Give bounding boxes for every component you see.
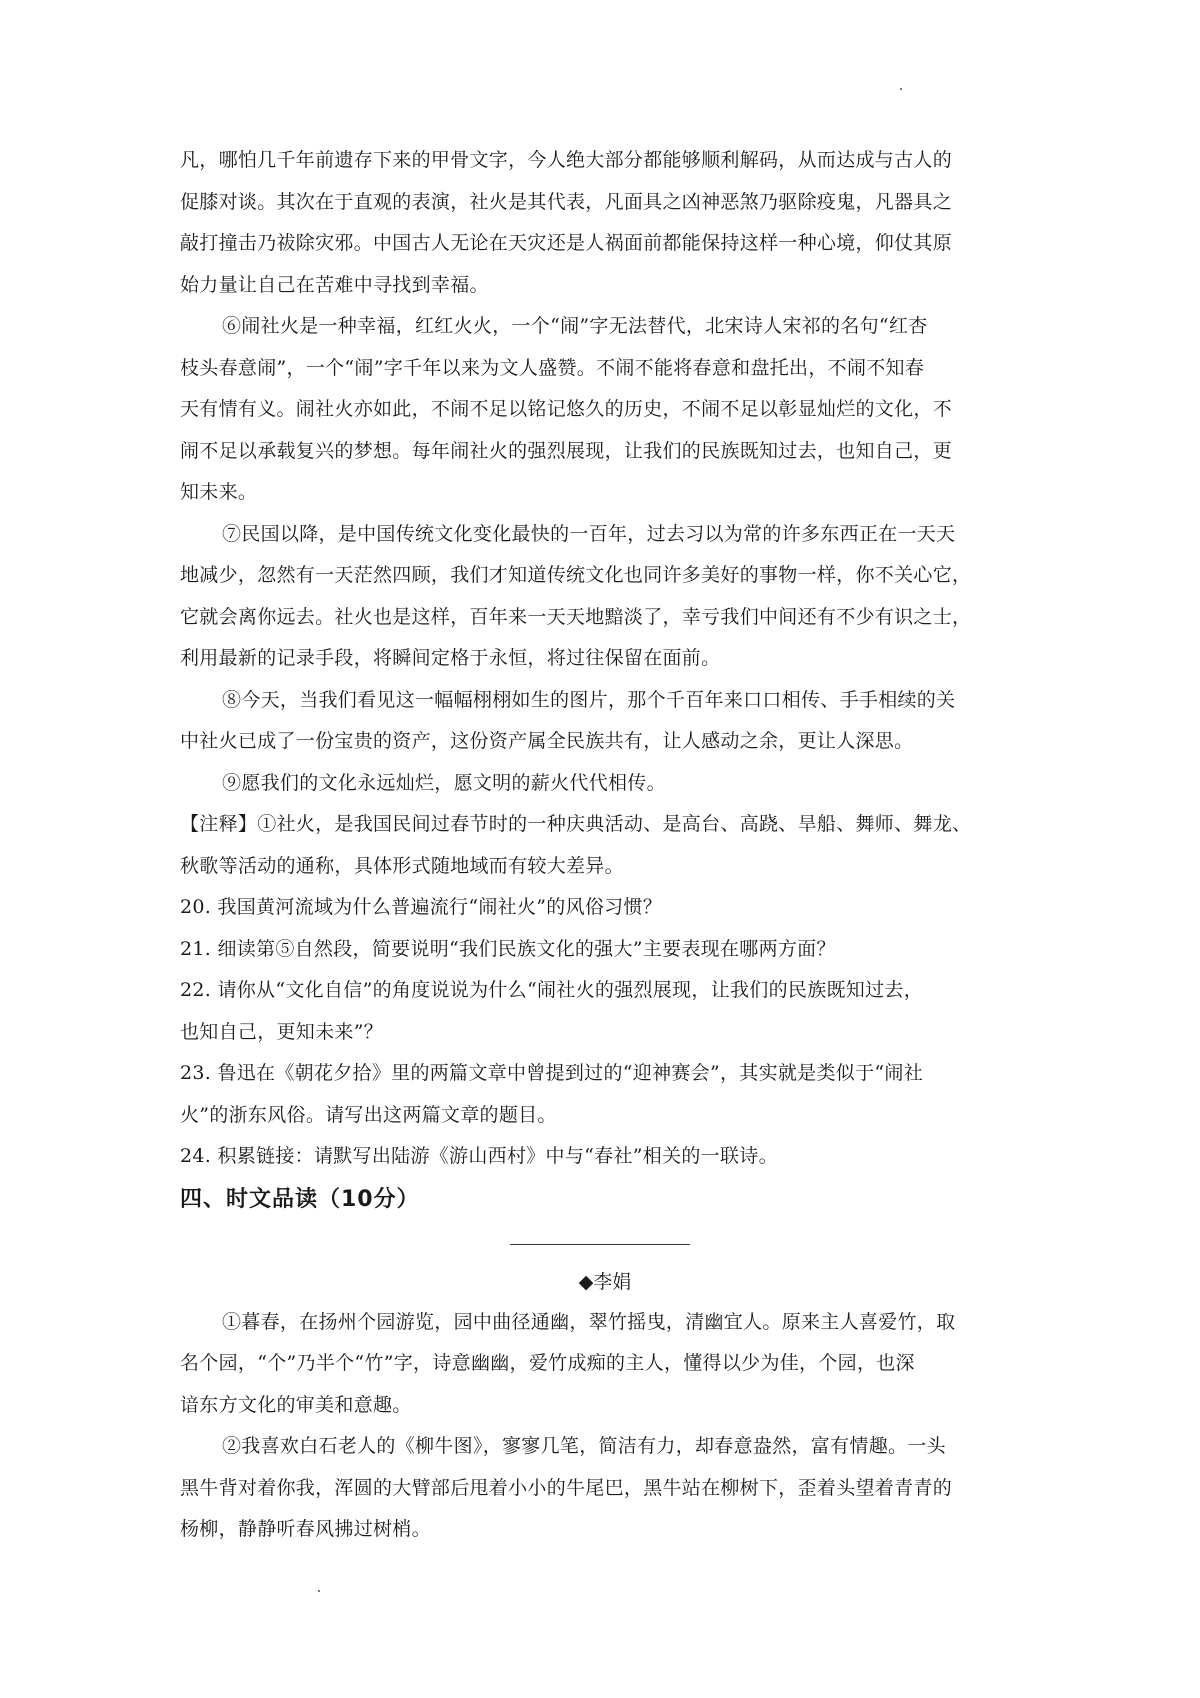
text-line: 地减少，忽然有一天茫然四顾，我们才知道传统文化也同许多美好的事物一样，你不关心它， xyxy=(180,564,972,586)
text-line: ⑦民国以降，是中国传统文化变化最快的一百年，过去习以为常的许多东西正在一天天 xyxy=(222,522,956,545)
text-line: ①暮春，在扬州个园游览，园中曲径通幽，翠竹摇曳，清幽宜人。原来主人喜爱竹，取 xyxy=(222,1310,956,1333)
scan-speck xyxy=(900,88,902,90)
author-line: ◆李娟 xyxy=(578,1270,632,1293)
question-list xyxy=(180,887,1030,1178)
document-page xyxy=(180,140,1030,1551)
text-line: 闹不足以承载复兴的梦想。每年闹社火的强烈展现，让我们的民族既知过去，也知自己，更 xyxy=(180,439,953,462)
article-title-blank xyxy=(180,1222,1030,1262)
text-line: ⑥闹社火是一种幸福，红红火火，一个“闹”字无法替代，北宋诗人宋祁的名句“红杏 xyxy=(222,315,928,337)
text-line: 秋歌等活动的通称，具体形式随地域而有较大差异。 xyxy=(180,854,624,877)
text-line: 知未来。 xyxy=(180,481,258,503)
scan-speck xyxy=(318,1590,320,1592)
text-line: 利用最新的记录手段，将瞬间定格于永恒，将过往保留在面前。 xyxy=(180,647,721,669)
section4-paragraph-1 xyxy=(180,1302,1030,1427)
section4-paragraph-2 xyxy=(180,1426,1030,1551)
paragraph-8 xyxy=(180,680,1030,763)
text-line: 枝头春意闹”，一个“闹”字千年以来为文人盛赞。不闹不能将春意和盘托出，不闹不知春 xyxy=(180,356,925,379)
question-21: 21. 细读第⑤自然段，简要说明“我们民族文化的强大”主要表现在哪两方面？ xyxy=(180,937,836,960)
text-line: 谙东方文化的审美和意趣。 xyxy=(180,1393,412,1416)
text-line: 天有情有义。闹社火亦如此，不闹不足以铭记悠久的历史，不闹不足以彰显灿烂的文化，不 xyxy=(180,398,953,420)
question-23-continued: 火”的浙东风俗。请写出这两篇文章的题目。 xyxy=(180,1103,557,1126)
text-line: 凡，哪怕几千年前遗存下来的甲骨文字，今人绝大部分都能够顺利解码，从而达成与古人的 xyxy=(180,149,953,171)
text-line: 名个园，“个”乃半个“竹”字，诗意幽幽，爱竹成痴的主人，懂得以少为佳，个园，也深 xyxy=(180,1352,915,1374)
text-line: 黑牛背对着你我，浑圆的大臂部后甩着小小的牛尾巴，黑牛站在柳树下，歪着头望着青青的 xyxy=(180,1476,953,1499)
text-line: 它就会离你远去。社火也是这样，百年来一天天地黯淡了，幸亏我们中间还有不少有识之士， xyxy=(180,605,972,628)
text-line: ②我喜欢白石老人的《柳牛图》，寥寥几笔，简洁有力，却春意盎然，富有情趣。一头 xyxy=(222,1435,946,1457)
text-line: 【注释】①社火，是我国民间过春节时的一种庆典活动、是高台、高跷、旱船、舞师、舞龙、 xyxy=(180,813,972,835)
paragraph-5-continuation xyxy=(180,140,1030,306)
text-line: 始力量让自己在苦难中寻找到幸福。 xyxy=(180,273,489,296)
text-line: 促膝对谈。其次在于直观的表演，社火是其代表，凡面具之凶神恶煞乃驱除疫鬼，凡器具之 xyxy=(180,190,953,213)
question-22: 22. 请你从“文化自信”的角度说说为什么“闹社火的强烈展现，让我们的民族既知过去， xyxy=(180,979,923,1001)
text-line: ⑧今天，当我们看见这一幅幅栩栩如生的图片，那个千百年来口口相传、手手相续的关 xyxy=(222,688,956,711)
text-line: 杨柳，静静听春风拂过树梢。 xyxy=(180,1518,431,1540)
section-title: 四、时文品读（10分） xyxy=(180,1186,420,1212)
paragraph-7 xyxy=(180,514,1030,680)
paragraph-9: ⑨愿我们的文化永远灿烂，愿文明的薪火代代相传。 xyxy=(222,771,666,794)
text-line: 中社火已成了一份宝贵的资产，这份资产属全民族共有，让人感动之余，更让人深思。 xyxy=(180,730,914,752)
question-23: 23. 鲁迅在《朝花夕拾》里的两篇文章中曾提到过的“迎神赛会”，其实就是类似于“闹社 xyxy=(180,1062,923,1084)
question-24: 24. 积累链接：请默写出陆游《游山西村》中与“春社”相关的一联诗。 xyxy=(180,1145,778,1167)
title-underline xyxy=(510,1244,690,1245)
annotation-note xyxy=(180,804,1030,887)
paragraph-6 xyxy=(180,306,1030,514)
question-22-continued: 也知自己，更知未来”？ xyxy=(180,1020,384,1043)
question-20: 20. 我国黄河流域为什么普遍流行“闹社火”的风俗习惯？ xyxy=(180,896,663,918)
text-line: 敲打撞击乃祓除灾邪。中国古人无论在天灾还是人祸面前都能保持这样一种心境，仰仗其原 xyxy=(180,232,953,254)
